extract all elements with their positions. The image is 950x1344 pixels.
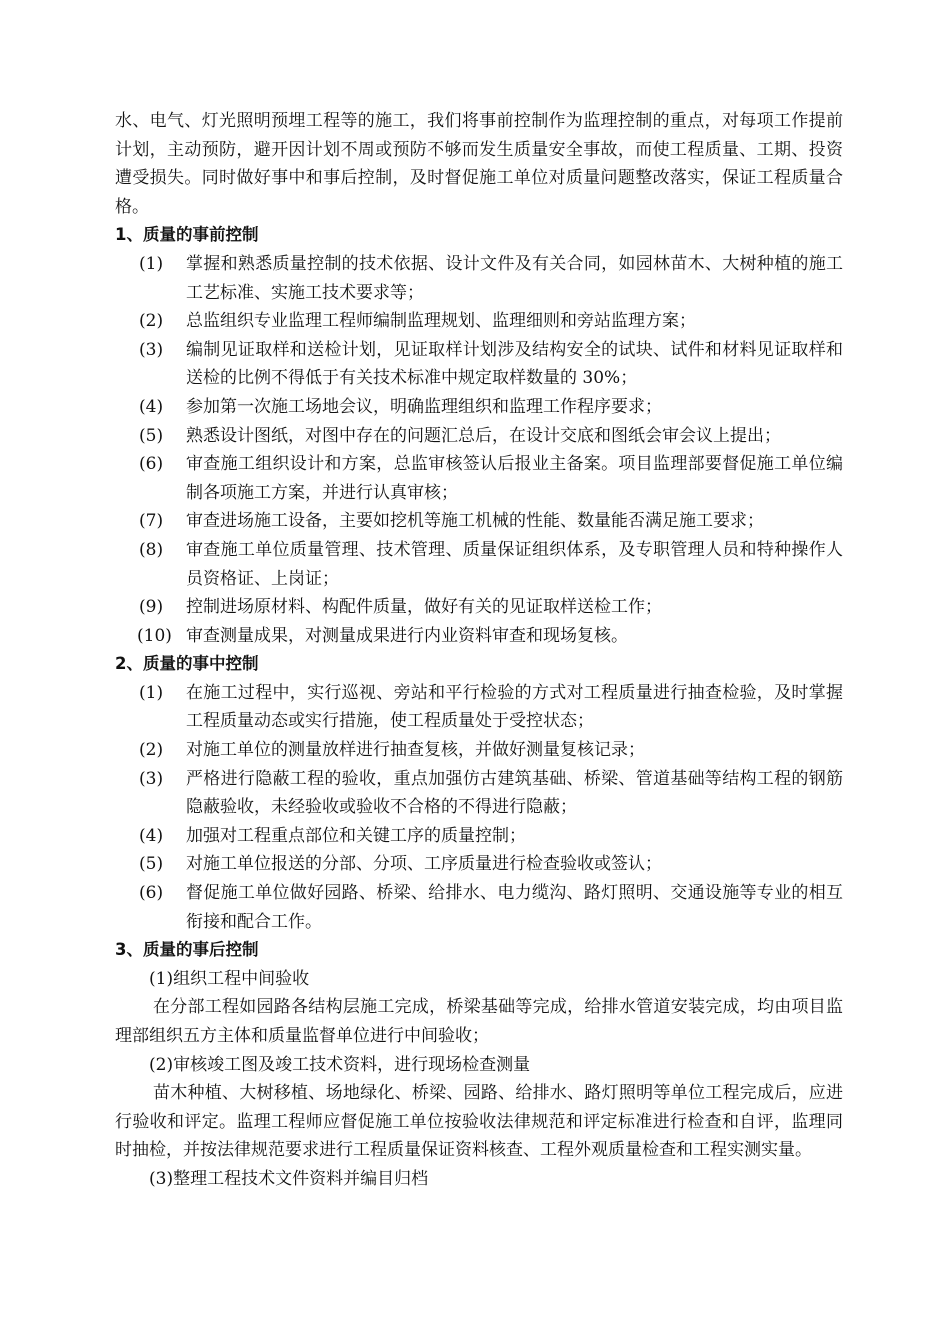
list-item [115,450,843,507]
item-text: 对施工单位报送的分部、分项、工序质量进行检查验收或签认； [186,854,662,875]
section-3-heading: 3、质量的事后控制 [115,940,259,960]
list-item [115,593,843,622]
list-item [115,307,843,336]
item-number: (5) [139,425,164,446]
list-item [115,822,843,851]
item-number: (7) [139,511,164,532]
item-number: (6) [139,454,164,475]
subsection-1-title: (1)组织工程中间验收 [149,968,310,989]
item-number: (8) [139,539,164,560]
item-text: 编制见证取样和送检计划，见证取样计划涉及结构安全的试块、试件和材料见证取样和送检的比例不得低于有关技术标准中规定取样数量的 30%； [186,339,843,389]
list-item [115,850,843,879]
item-text: 熟悉设计图纸，对图中存在的问题汇总后，在设计交底和图纸会审会议上提出； [186,425,781,446]
item-number: (3) [139,339,164,360]
list-item [115,736,843,765]
section-2-list [115,679,843,936]
list-item [115,393,843,422]
subsection-1-text: 在分部工程如园路各结构层施工完成，桥梁基础等完成，给排水管道安装完成，均由项目监理部组织五方主体和质量监督单位进行中间验收； [115,997,843,1046]
item-text: 审查测量成果，对测量成果进行内业资料审查和现场复核。 [186,625,628,646]
item-text: 对施工单位的测量放样进行抽查复核，并做好测量复核记录； [186,740,645,761]
list-item [115,679,843,736]
list-item [115,422,843,451]
section-1-heading: 1、质量的事前控制 [115,225,259,245]
item-text: 参加第一次施工场地会议，明确监理组织和监理工作程序要求； [186,396,662,417]
intro-paragraph: 水、电气、灯光照明预埋工程等的施工，我们将事前控制作为监理控制的重点，对每项工作提前计划，主动预防，避开因计划不周或预防不够而发生质量安全事故，而使工程质量、工期、投资遭受损失。同时做好事中和事后控制，及时督促施工单位对质量问题整改落实，保证工程质量合格。 [115,111,843,217]
item-number: (1) [139,682,164,703]
item-text: 加强对工程重点部位和关键工序的质量控制； [186,825,526,846]
item-number: (5) [139,854,164,875]
list-item [115,536,843,593]
item-number: (2) [139,740,164,761]
list-item [115,879,843,936]
list-item [115,765,843,822]
subsection-3-title: (3)整理工程技术文件资料并编目归档 [149,1168,429,1189]
subsection-2-text: 苗木种植、大树移植、场地绿化、桥梁、园路、给排水、路灯照明等单位工程完成后，应进行验收和评定。监理工程师应督促施工单位按验收法律规范和评定标准进行检查和自评，监理同时抽检，并按法律规范要求进行工程质量保证资料核查、工程外观质量检查和工程实测实量。 [115,1083,843,1161]
item-number: (9) [139,597,164,618]
item-number: (1) [139,253,164,274]
list-item [115,507,843,536]
list-item [115,250,843,307]
item-text: 审查施工组织设计和方案，总监审核签认后报业主备案。项目监理部要督促施工单位编制各项施工方案，并进行认真审核； [186,454,843,503]
item-text: 在施工过程中，实行巡视、旁站和平行检验的方式对工程质量进行抽查检验，及时掌握工程质量动态或实行措施，使工程质量处于受控状态； [186,682,843,732]
item-text: 督促施工单位做好园路、桥梁、给排水、电力缆沟、路灯照明、交通设施等专业的相互衔接和配合工作。 [186,883,843,932]
item-text: 掌握和熟悉质量控制的技术依据、设计文件及有关合同，如园林苗木、大树种植的施工工艺标准、实施工技术要求等； [186,253,843,303]
section-1-list [115,250,843,650]
item-text: 严格进行隐蔽工程的验收，重点加强仿古建筑基础、桥梁、管道基础等结构工程的钢筋隐蔽验收，未经验收或验收不合格的不得进行隐蔽； [186,768,843,818]
item-number: (4) [139,396,164,417]
item-number: (6) [139,883,164,904]
document-page [115,107,843,1194]
list-item [115,622,843,651]
section-2-heading: 2、质量的事中控制 [115,654,259,674]
item-text: 审查进场施工设备，主要如挖机等施工机械的性能、数量能否满足施工要求； [186,511,764,532]
item-number: (2) [139,311,164,332]
list-item [115,336,843,393]
item-text: 总监组织专业监理工程师编制监理规划、监理细则和旁站监理方案； [186,311,696,332]
item-text: 审查施工单位质量管理、技术管理、质量保证组织体系，及专职管理人员和特种操作人员资格证、上岗证； [186,539,843,589]
item-number: (10) [137,625,172,646]
item-number: (3) [139,768,164,789]
item-number: (4) [139,825,164,846]
subsection-2-title: (2)审核竣工图及竣工技术资料，进行现场检查测量 [149,1054,531,1075]
item-text: 控制进场原材料、构配件质量，做好有关的见证取样送检工作； [186,597,662,618]
